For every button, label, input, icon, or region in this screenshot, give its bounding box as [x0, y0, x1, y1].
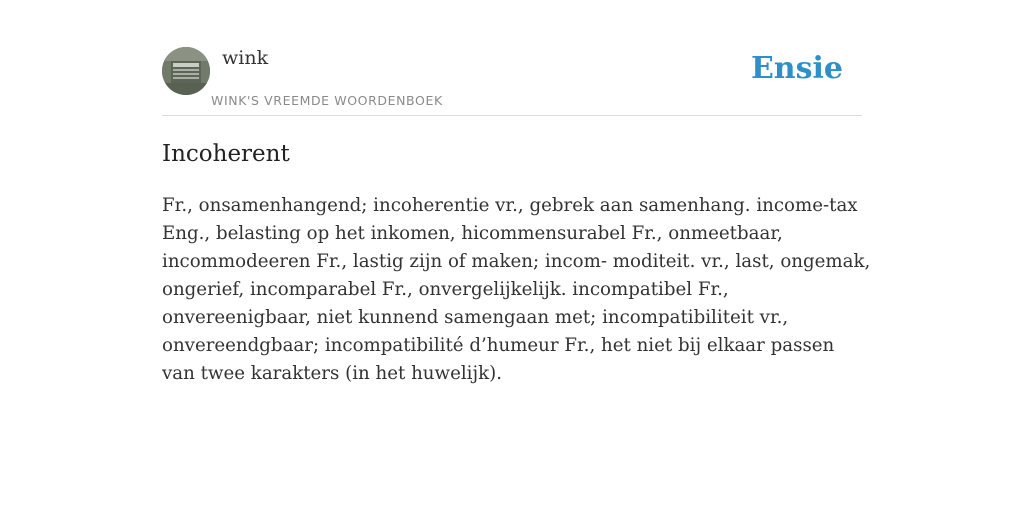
- dictionary-name[interactable]: WINK'S VREEMDE WOORDENBOEK: [211, 93, 443, 108]
- ensie-logo[interactable]: Ensie: [750, 51, 843, 86]
- entry-title: Incoherent: [162, 141, 290, 167]
- entry-definition: Fr., onsamenhangend; incoherentie vr., gebrek aan samenhang. income-tax Eng., belasting op het inkomen, hicommensurabel Fr., onmeetbaar, incommodeeren Fr., lastig zijn of maken; incom- moditeit. vr., last, ongemak, ongerief, incomparabel Fr., onvergelijkelijk. incompatibel Fr., onvereenigbaar, niet kunnend samengaan met; incompatibiliteit vr., onvereendgbaar; incompatibilité d’humeur Fr., het niet bij elkaar passen van twee karakters (in het huwelijk).: [162, 195, 871, 384]
- header: [162, 40, 862, 116]
- avatar[interactable]: [162, 47, 210, 95]
- author-name[interactable]: wink: [222, 47, 269, 69]
- profile-photo-icon: [162, 47, 210, 95]
